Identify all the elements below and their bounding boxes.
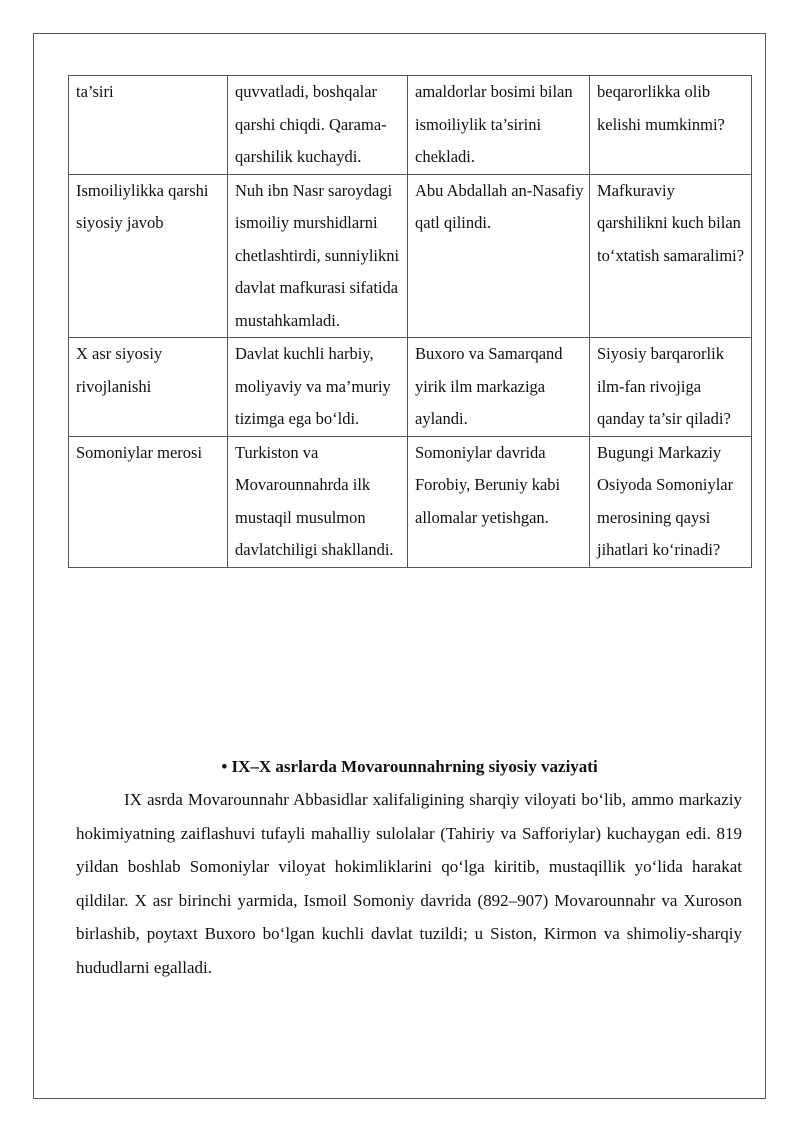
table-cell: Mafkuraviy qarshilikni kuch bilan to‘xtatish samaralimi? — [590, 174, 752, 338]
table-cell: Siyosiy barqarorlik ilm-fan rivojiga qanday ta’sir qiladi? — [590, 338, 752, 437]
table-cell: Abu Abdallah an-Nasafiy qatl qilindi. — [408, 174, 590, 338]
table-cell: Buxoro va Samarqand yirik ilm markaziga aylandi. — [408, 338, 590, 437]
history-table — [68, 75, 752, 568]
table-cell: amaldorlar bosimi bilan ismoiliylik ta’sirini chekladi. — [408, 76, 590, 175]
table-cell: Bugungi Markaziy Osiyoda Somoniylar merosining qaysi jihatlari ko‘rinadi? — [590, 436, 752, 567]
section-heading: • IX–X asrlarda Movarounnahrning siyosiy vaziyati — [221, 757, 598, 776]
table-row — [69, 174, 752, 338]
body-paragraph: IX asrda Movarounnahr Abbasidlar xalifaligining sharqiy viloyati bo‘lib, ammo markaziy hokimiyatning zaiflashuvi tufayli mahalliy sulolalar (Tahiriy va Safforiylar) kuchaygan edi. 819 yildan boshlab Somoniylar viloyat hokimliklarini qo‘lga kiritib, mustaqillik yo‘lida harakat qildilar. X asr birinchi yarmida, Ismoil Somoniy davrida (892–907) Movarounnahr va Xuroson birlashib, poytaxt Buxoro bo‘lgan kuchli davlat tuzildi; u Siston, Kirmon va shimoliy-sharqiy hududlarni egalladi. — [76, 790, 742, 977]
table-row — [69, 436, 752, 567]
table-cell: beqarorlikka olib kelishi mumkinmi? — [590, 76, 752, 175]
table-cell: Davlat kuchli harbiy, moliyaviy va ma’muriy tizimga ega bo‘ldi. — [228, 338, 408, 437]
table-cell: X asr siyosiy rivojlanishi — [69, 338, 228, 437]
table-cell: Somoniylar davrida Forobiy, Beruniy kabi allomalar yetishgan. — [408, 436, 590, 567]
table-cell: Somoniylar merosi — [69, 436, 228, 567]
table-row — [69, 76, 752, 175]
table-cell: Nuh ibn Nasr saroydagi ismoiliy murshidlarni chetlashtirdi, sunniylikni davlat mafkurasi sifatida mustahkamladi. — [228, 174, 408, 338]
table-cell: quvvatladi, boshqalar qarshi chiqdi. Qarama-qarshilik kuchaydi. — [228, 76, 408, 175]
table-cell: ta’siri — [69, 76, 228, 175]
table-row — [69, 338, 752, 437]
table-cell: Ismoiliylikka qarshi siyosiy javob — [69, 174, 228, 338]
table-cell: Turkiston va Movarounnahrda ilk mustaqil musulmon davlatchiligi shakllandi. — [228, 436, 408, 567]
